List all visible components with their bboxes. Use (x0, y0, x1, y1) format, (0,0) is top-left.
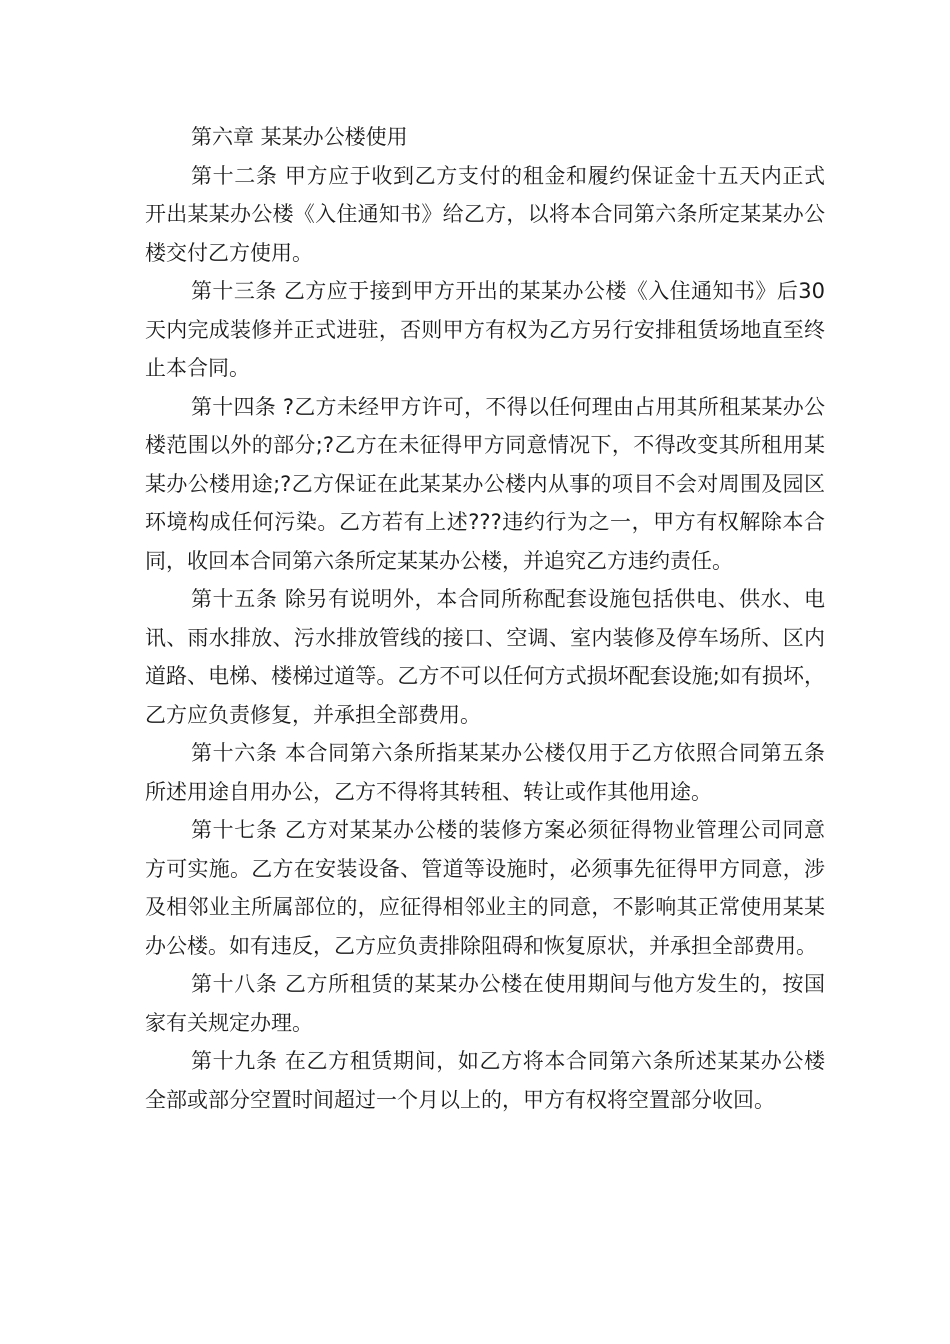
article-14: 第十四条 ?乙方未经甲方许可，不得以任何理由占用其所租某某办公楼范围以外的部分;?乙方在未征得甲方同意情况下，不得改变其所租用某某办公楼用途;?乙方保证在此某某办公楼内从事的项目不会对周围及园区环境构成任何污染。乙方若有上述???违约行为之一，甲方有权解除本合同，收回本合同第六条所定某某办公楼，并追究乙方违约责任。 (145, 394, 825, 573)
article-13: 第十三条 乙方应于接到甲方开出的某某办公楼《入住通知书》后30天内完成装修并正式进驻，否则甲方有权为乙方另行安排租赁场地直至终止本合同。 (145, 279, 825, 380)
article-15: 第十五条 除另有说明外，本合同所称配套设施包括供电、供水、电讯、雨水排放、污水排放管线的接口、空调、室内装修及停车场所、区内道路、电梯、楼梯过道等。乙方不可以任何方式损坏配套设施;如有损坏，乙方应负责修复，并承担全部费用。 (145, 587, 825, 727)
article-18: 第十八条 乙方所租赁的某某办公楼在使用期间与他方发生的，按国家有关规定办理。 (145, 972, 825, 1035)
article-19: 第十九条 在乙方租赁期间，如乙方将本合同第六条所述某某办公楼全部或部分空置时间超过一个月以上的，甲方有权将空置部分收回。 (145, 1049, 825, 1112)
article-17: 第十七条 乙方对某某办公楼的装修方案必须征得物业管理公司同意方可实施。乙方在安装设备、管道等设施时，必须事先征得甲方同意，涉及相邻业主所属部位的，应征得相邻业主的同意，不影响其正常使用某某办公楼。如有违反，乙方应负责排除阻碍和恢复原状，并承担全部费用。 (145, 818, 825, 958)
document-body (145, 118, 825, 1119)
article-12: 第十二条 甲方应于收到乙方支付的租金和履约保证金十五天内正式开出某某办公楼《入住通知书》给乙方，以将本合同第六条所定某某办公楼交付乙方使用。 (145, 163, 825, 265)
chapter-heading: 第六章 某某办公楼使用 (191, 125, 408, 149)
article-16: 第十六条 本合同第六条所指某某办公楼仅用于乙方依照合同第五条所述用途自用办公，乙方不得将其转租、转让或作其他用途。 (145, 741, 825, 804)
